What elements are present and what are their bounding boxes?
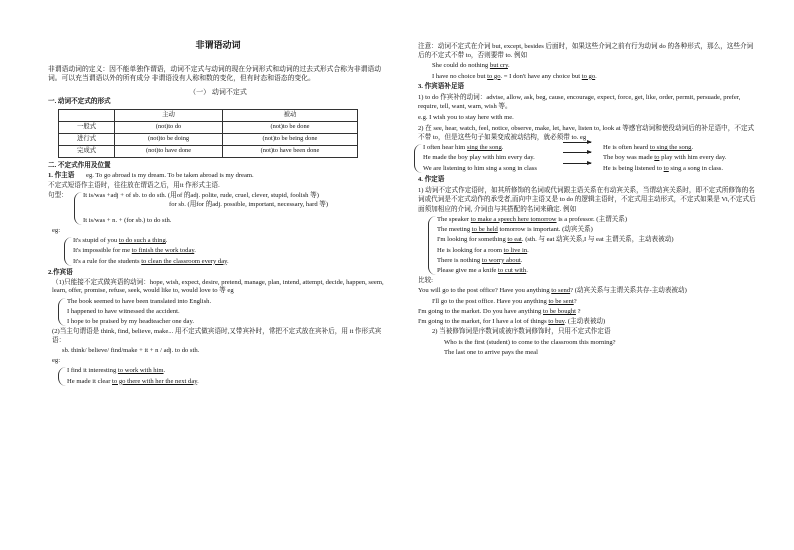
- table-cell: (not)to be done: [222, 121, 357, 133]
- object-note: （1)只能接不定式做宾语的动词：hope, wish, expect, desire, pretend, manage, plan, intend, attempt, decide, happen, seem, learn, offer, promise, refuse, seek, would like to, would love to 等 eg: [52, 279, 384, 295]
- table-cell: (not)to do: [115, 121, 223, 133]
- attribute-heading: 4. 作定语: [418, 175, 445, 183]
- complement-example: e.g. I wish you to stay here with me.: [418, 113, 514, 121]
- example-line: The book seemed to have been translated into English.: [67, 297, 212, 305]
- table-cell: (not)to be doing: [115, 133, 223, 145]
- table-row: [59, 121, 358, 133]
- example-line: I hope to be praised by my headteacher one day.: [67, 318, 195, 326]
- note-paragraph: 注意：动词不定式在介词 but, except, besides 后面时，如果这些介词之前有行为动词 do 的各种形式，那么，这些介词后的不定式不带 to，否则要带 to. 例如: [418, 43, 754, 60]
- example-line: The last one to arrive pays the meal: [444, 348, 538, 356]
- compare-label: 比较:: [418, 277, 434, 285]
- pattern-line: It is/was +adj + of sb. to do sth. (用of 的adj. polite, rude, cruel, clever, stupid, foolish 等): [83, 192, 319, 200]
- object-heading: 2.作宾语: [48, 268, 73, 276]
- example-line: It's stupid of you to do such a thing.: [73, 237, 168, 245]
- example-line: He made it clear to go there with her the next day.: [67, 377, 199, 385]
- attribute-note: 1) 动词不定式作定语时，如其所修饰的名词或代词跟主语关系在有动宾关系，当谓动宾关系时，即不定式所修饰的名词或代词是不定式动作的承受者,而向中主语又是 to do 的逻辑主语时，不定式用主动形式，不定式如果是 Vi,不定式后面须加相应的介词, 介词由与其搭配的名词来确定. 例如: [418, 187, 756, 213]
- example-line: The speaker to make a speech here tomorrow is a professor. (主谓关系): [437, 215, 628, 223]
- table-cell: (not)to have done: [115, 145, 223, 157]
- table-header-cell: [59, 109, 115, 121]
- object-examples: [58, 298, 388, 327]
- left-column: [48, 38, 388, 388]
- subject-heading: 1. 作主语: [48, 171, 75, 179]
- subject-example: eg. To go abroad is my dream. To be taken abroad is my dream.: [86, 171, 254, 179]
- definition-paragraph: 非谓语动词的定义：因不能单独作谓语，动词不定式与动词的现在分词形式和动词的过去式形式合称为非谓语动词。可以充当谓语以外的所有成分 非谓语没有人称和数的变化，但有时态和语态的变化。: [48, 66, 382, 83]
- arrow-icon: [563, 152, 591, 160]
- subsection-usage: 二. 不定式作用及位置: [48, 161, 111, 169]
- example-line: I find it interesting to work with him.: [67, 367, 166, 375]
- example-line: You will go to the post office? Have you anything to send? (动宾关系与主谓关系共存-主动表被动): [418, 287, 687, 295]
- complement-pairs: [414, 144, 758, 173]
- section-heading: （一） 动词不定式: [189, 87, 247, 96]
- example-line: I happened to have witnessed the accident.: [67, 307, 180, 315]
- object-examples-2: [58, 367, 388, 385]
- example-line: It's a rule for the students to clean the classroom every day.: [73, 257, 229, 265]
- arrow-icon: [563, 142, 591, 150]
- table-row: [59, 145, 358, 157]
- table-cell: (not)to be being done: [222, 133, 357, 145]
- pattern-label: 句型：: [48, 192, 68, 200]
- example-line: She could do nothing but cry.: [432, 62, 510, 70]
- example-line: Please give me a knife to cut with.: [437, 267, 528, 275]
- table-row: [59, 133, 358, 145]
- complement-note-1: 1) to do 作宾补的动词：advise, allow, ask, beg, cause, encourage, expect, force, get, like, order, permit, persuade, prefer, require, tell, want, warn, wish 等。: [418, 94, 741, 111]
- complement-pair: I often hear him sing the song. He is often heard to sing the song.: [423, 144, 694, 152]
- sentence-pattern: [48, 192, 388, 225]
- subject-note: 不定式短语作主语时，往往放在谓语之后，用it 作形式主语.: [48, 182, 220, 190]
- right-column: [418, 42, 758, 359]
- example-line: Who is the first (student) to come to the classroom this morning?: [444, 338, 616, 346]
- table-cell: 完成式: [59, 145, 115, 157]
- example-line: I have no choice but to go. = I don't have any choice but to go.: [432, 72, 597, 80]
- example-line: I'm going to the market. Do you have anything to be bought ?: [418, 307, 581, 315]
- example-line: I'm looking for something to eat. (sth. 与 eat 动宾关系,I 与 eat 主谓关系，主动表被动): [437, 236, 674, 244]
- table-cell: 进行式: [59, 133, 115, 145]
- table-cell: 一般式: [59, 121, 115, 133]
- complement-pair: He made the boy play with him every day. The boy was made to play with him every day.: [423, 154, 727, 162]
- attribute-examples: [428, 216, 758, 275]
- complement-pair: We are listening to him sing a song in class He is being listened to to sing a song in class.: [423, 164, 723, 172]
- attribute-note-2: 2) 当被修饰词是序数词或被序数词修饰时，只用不定式作定语: [432, 328, 611, 336]
- infinitive-forms-table: [58, 109, 358, 158]
- object-pattern: sb. think/ believe/ find/make + it + n / adj. to do sth.: [62, 346, 200, 354]
- note-examples: [418, 62, 758, 80]
- table-header-cell: 被动: [222, 109, 357, 121]
- example-line: There is nothing to worry about.: [437, 256, 523, 264]
- subject-examples: [64, 237, 388, 266]
- pattern-line: It is/was + n. + (for sb.) to do sth.: [83, 216, 172, 224]
- example-line: The meeting to be held tomorrow is important. (动宾关系): [437, 226, 593, 234]
- eg-label: eg:: [52, 226, 61, 234]
- example-line: I'll go to the post office. Have you anything to be sent?: [432, 297, 577, 305]
- arrow-icon: [563, 163, 591, 171]
- pattern-brace: [74, 192, 388, 225]
- subsection-form: 一. 动词不定式的形式: [48, 98, 111, 106]
- object-note-2: (2)当主句谓语是 think, find, believe, make... 用不定式做宾语时,又带宾补时，常把不定式放在宾补后，用 it 作形式宾语：: [52, 328, 382, 344]
- example-line: I'm going to the market, for I have a lot of things to buy. (主动表被动): [418, 318, 606, 326]
- complement-note-2: 2) 在 see, hear, watch, feel, notice, observe, make, let, have, listen to, look at 等感官动词和使役动词后的补足语中，不定式不带 to，但是这些句子如果变成被动结构，就必须带 to. eg: [418, 124, 755, 142]
- pattern-line: for sb. (用for 的adj. possible, important, necessary, hard 等): [169, 200, 329, 208]
- table-cell: (not)to have been done: [222, 145, 357, 157]
- eg-label-2: eg:: [52, 357, 61, 365]
- compare-examples: [418, 287, 758, 326]
- complement-heading: 3. 作宾语补足语: [418, 82, 465, 90]
- table-header-row: [59, 109, 358, 121]
- example-line: He is looking for a room to live in.: [437, 246, 529, 254]
- page-title: 非谓语动词: [195, 40, 241, 50]
- example-line: It's impossible for me to finish the work today.: [73, 247, 196, 255]
- table-header-cell: 主动: [115, 109, 223, 121]
